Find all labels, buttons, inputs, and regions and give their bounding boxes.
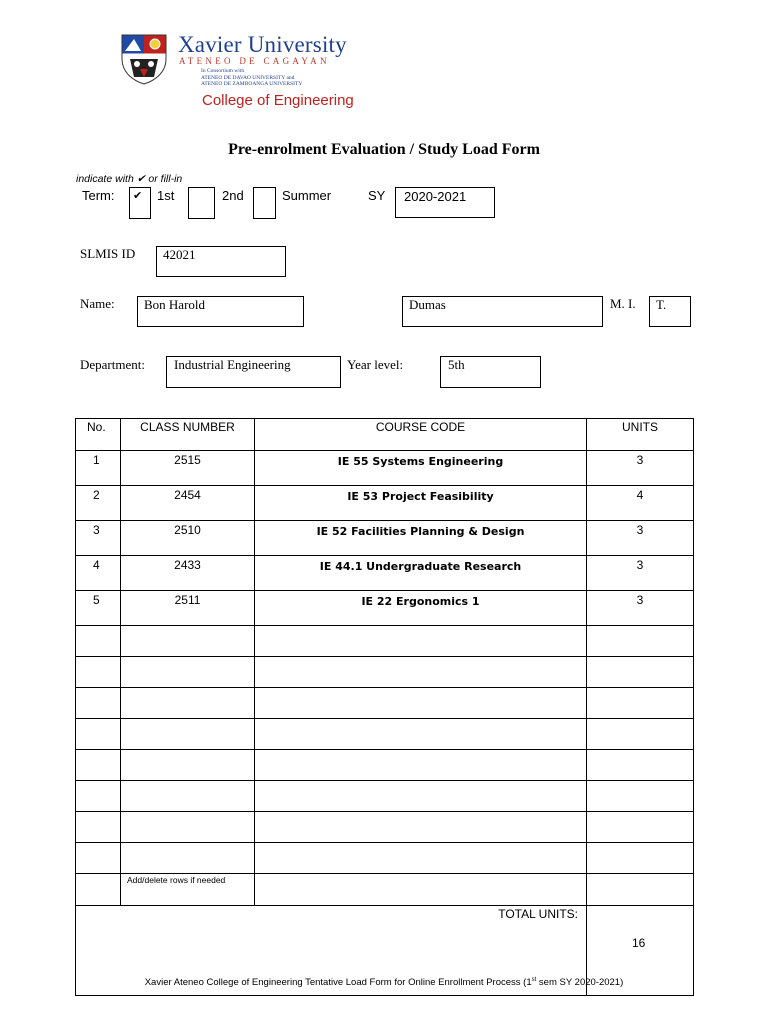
term-label: Term: — [82, 188, 115, 203]
empty-cell[interactable] — [255, 719, 587, 750]
consortium-line: In Consortium with — [201, 68, 245, 74]
empty-table-row — [76, 688, 694, 719]
last-name-value: Dumas — [409, 297, 446, 312]
empty-cell[interactable] — [76, 781, 121, 812]
empty-cell[interactable] — [255, 750, 587, 781]
row-class-number: 2433 — [121, 556, 255, 591]
empty-table-row — [76, 781, 694, 812]
name-label: Name: — [80, 296, 115, 311]
course-table — [75, 418, 694, 996]
table-row — [76, 486, 694, 521]
empty-cell[interactable] — [76, 657, 121, 688]
table-row — [76, 521, 694, 556]
college-name: College of Engineering — [202, 92, 354, 109]
empty-cell[interactable] — [587, 626, 694, 657]
row-course-code: IE 55 Systems Engineering — [255, 451, 587, 486]
university-subtitle: ATENEO DE CAGAYAN — [179, 56, 330, 66]
empty-cell[interactable] — [121, 688, 255, 719]
table-row — [76, 451, 694, 486]
year-level-field[interactable] — [440, 356, 541, 388]
header-class-number: CLASS NUMBER — [121, 419, 255, 451]
header-course-code: COURSE CODE — [255, 419, 587, 451]
checkmark-icon: ✔ — [133, 190, 143, 202]
empty-cell[interactable] — [255, 781, 587, 812]
mi-field[interactable] — [649, 296, 691, 327]
university-crest-logo — [120, 33, 168, 85]
first-name-value: Bon Harold — [144, 297, 206, 312]
term-summer-label: Summer — [282, 188, 332, 203]
empty-cell[interactable] — [587, 874, 694, 906]
year-level-value: 5th — [448, 357, 465, 372]
empty-cell[interactable] — [587, 781, 694, 812]
instruction-text: indicate with ✔ or fill-in — [76, 173, 183, 185]
row-class-number: 2511 — [121, 591, 255, 626]
note-row — [76, 874, 694, 906]
row-course-code: IE 22 Ergonomics 1 — [255, 591, 587, 626]
empty-cell[interactable] — [587, 657, 694, 688]
empty-cell[interactable] — [587, 750, 694, 781]
total-units-value: 16 — [587, 906, 694, 996]
empty-cell[interactable] — [255, 843, 587, 874]
empty-cell[interactable] — [121, 812, 255, 843]
footer-text-prefix: Xavier Ateneo College of Engineering Tentative Load Form for Online Enrollment Process (1 — [144, 977, 532, 989]
table-row — [76, 556, 694, 591]
consortium-line: ATENEO DE ZAMBOANGA UNIVERSITY — [201, 81, 303, 88]
empty-cell[interactable] — [121, 719, 255, 750]
row-no: 2 — [76, 486, 121, 521]
empty-cell[interactable] — [121, 750, 255, 781]
empty-table-row — [76, 626, 694, 657]
consortium-line: ATENEO DE DAVAO UNIVERSITY and — [201, 74, 295, 81]
empty-cell[interactable] — [76, 688, 121, 719]
empty-cell[interactable] — [255, 657, 587, 688]
table-row — [76, 591, 694, 626]
last-name-field[interactable] — [402, 296, 603, 327]
page-footer — [0, 977, 768, 988]
add-delete-rows-note: Add/delete rows if needed — [121, 874, 255, 906]
term-2nd-checkbox[interactable] — [188, 187, 215, 219]
department-value: Industrial Engineering — [174, 357, 291, 372]
empty-cell[interactable] — [587, 719, 694, 750]
consortium-note — [201, 68, 302, 88]
empty-cell[interactable] — [76, 812, 121, 843]
empty-cell[interactable] — [587, 843, 694, 874]
department-label: Department: — [80, 357, 145, 372]
footer-superscript: st — [531, 977, 537, 983]
row-course-code: IE 53 Project Feasibility — [255, 486, 587, 521]
empty-cell[interactable] — [587, 688, 694, 719]
sy-field[interactable] — [395, 187, 495, 218]
table-header-row — [76, 419, 694, 451]
row-no: 1 — [76, 451, 121, 486]
first-name-field[interactable] — [137, 296, 304, 327]
row-class-number: 2510 — [121, 521, 255, 556]
department-field[interactable] — [166, 356, 341, 388]
empty-table-row — [76, 812, 694, 843]
sy-label: SY — [368, 188, 386, 203]
mi-label: M. I. — [610, 296, 636, 311]
empty-cell[interactable] — [255, 812, 587, 843]
term-1st-label: 1st — [157, 188, 175, 203]
empty-cell[interactable] — [76, 626, 121, 657]
empty-cell[interactable] — [121, 626, 255, 657]
row-course-code: IE 44.1 Undergraduate Research — [255, 556, 587, 591]
slmis-value: 42021 — [163, 247, 196, 262]
mi-value: T. — [656, 297, 667, 312]
header-units: UNITS — [587, 419, 694, 451]
empty-table-row — [76, 843, 694, 874]
year-level-label: Year level: — [347, 357, 404, 372]
term-summer-checkbox[interactable] — [253, 187, 276, 219]
empty-cell[interactable] — [255, 626, 587, 657]
total-units-label: TOTAL UNITS: — [76, 906, 587, 996]
row-units: 3 — [587, 521, 694, 556]
sy-value: 2020-2021 — [404, 189, 467, 204]
header-no: No. — [76, 419, 121, 451]
row-units: 4 — [587, 486, 694, 521]
empty-cell[interactable] — [121, 843, 255, 874]
row-class-number: 2515 — [121, 451, 255, 486]
row-units: 3 — [587, 556, 694, 591]
row-no: 5 — [76, 591, 121, 626]
empty-cell[interactable] — [76, 750, 121, 781]
row-units: 3 — [587, 451, 694, 486]
empty-cell[interactable] — [76, 719, 121, 750]
university-name: Xavier University — [178, 32, 347, 57]
row-no: 4 — [76, 556, 121, 591]
row-course-code: IE 52 Facilities Planning & Design — [255, 521, 587, 556]
empty-cell[interactable] — [121, 781, 255, 812]
row-no: 3 — [76, 521, 121, 556]
term-1st-checkbox[interactable] — [129, 187, 151, 219]
form-title: Pre-enrolment Evaluation / Study Load Form — [228, 141, 540, 158]
row-units: 3 — [587, 591, 694, 626]
empty-cell[interactable] — [255, 874, 587, 906]
empty-table-row — [76, 750, 694, 781]
empty-table-row — [76, 719, 694, 750]
row-class-number: 2454 — [121, 486, 255, 521]
footer-text-suffix: sem SY 2020-2021) — [536, 977, 624, 989]
empty-cell[interactable] — [76, 843, 121, 874]
empty-cell[interactable] — [255, 688, 587, 719]
empty-table-row — [76, 657, 694, 688]
slmis-label: SLMIS ID — [80, 246, 136, 261]
slmis-field[interactable] — [156, 246, 286, 277]
empty-cell[interactable] — [587, 812, 694, 843]
empty-cell[interactable] — [76, 874, 121, 906]
term-2nd-label: 2nd — [222, 188, 244, 203]
empty-cell[interactable] — [121, 657, 255, 688]
